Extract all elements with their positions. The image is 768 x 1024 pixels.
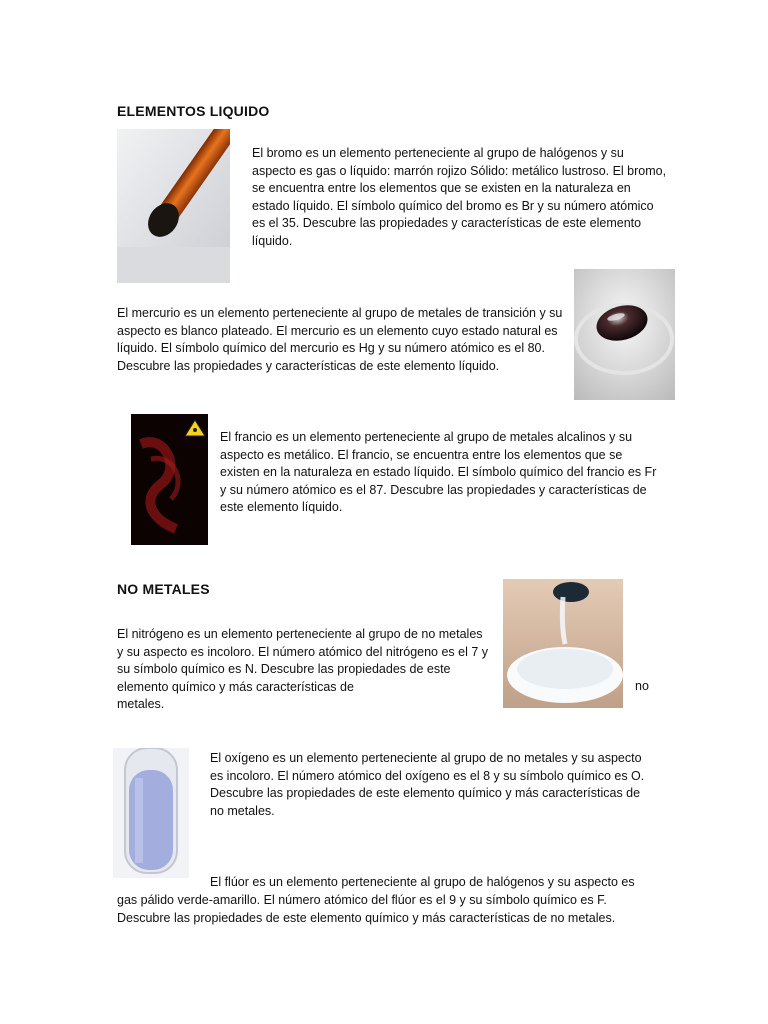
bromo-paragraph: El bromo es un elemento perteneciente al grupo de halógenos y su aspecto es gas o líquido: marrón rojizo Sólido: metálico lustroso. El bromo, se encuentra entre los elementos que se existen en la naturaleza en estado líquido. El símbolo químico del bromo es Br y su número atómico es el 35. Descubre las propiedades y características de este elemento líquido.	[252, 146, 667, 248]
oxigeno-tubo-image	[113, 748, 189, 878]
bromo-test-tube-image	[117, 129, 230, 283]
fluor-paragraph-rest: gas pálido verde-amarillo. El número atómico del flúor es el 9 y su símbolo químico es F. Descubre las propiedades de este elemento químico y más características de no metales.	[117, 893, 616, 925]
fluor-paragraph-line1: El flúor es un elemento perteneciente al grupo de halógenos y su aspecto es	[210, 875, 635, 889]
nitrogeno-paragraph: El nitrógeno es un elemento perteneciente al grupo de no metales y su aspecto es incoloro. El número atómico del nitrógeno es el 7 y su símbolo químico es N. Descubre las propiedades de este elemento químico y más características de	[117, 627, 489, 694]
nitrogeno-paragraph-tail-metales: metales.	[117, 697, 165, 711]
section-heading-no-metales: NO METALES	[117, 581, 210, 597]
mercurio-paragraph: El mercurio es un elemento perteneciente al grupo de metales de transición y su aspecto es blanco plateado. El mercurio es un elemento cuyo estado natural es líquido. El símbolo químico del mercurio es Hg y su número atómico es el 80. Descubre las propiedades y características de este elemento líquido.	[117, 306, 563, 373]
nitrogeno-liquido-image	[503, 579, 623, 708]
mercurio-drop-image	[574, 269, 675, 400]
oxigeno-paragraph: El oxígeno es un elemento perteneciente al grupo de no metales y su aspecto es incoloro. El número atómico del oxígeno es el 8 y su símbolo químico es O. Descubre las propiedades de este elemento químico y más características de no metales.	[210, 751, 645, 818]
section-heading-liquidos: ELEMENTOS LIQUIDO	[117, 103, 270, 119]
francio-paragraph: El francio es un elemento perteneciente al grupo de metales alcalinos y su aspecto es metálico. El francio, se encuentra entre los elementos que se existen en la naturaleza en estado líquido. El símbolo químico del francio es Fr y su número atómico es el 87. Descubre las propiedades y características de este elemento líquido.	[220, 430, 657, 515]
francio-image	[131, 414, 208, 545]
nitrogeno-paragraph-tail-no: no	[635, 679, 649, 693]
